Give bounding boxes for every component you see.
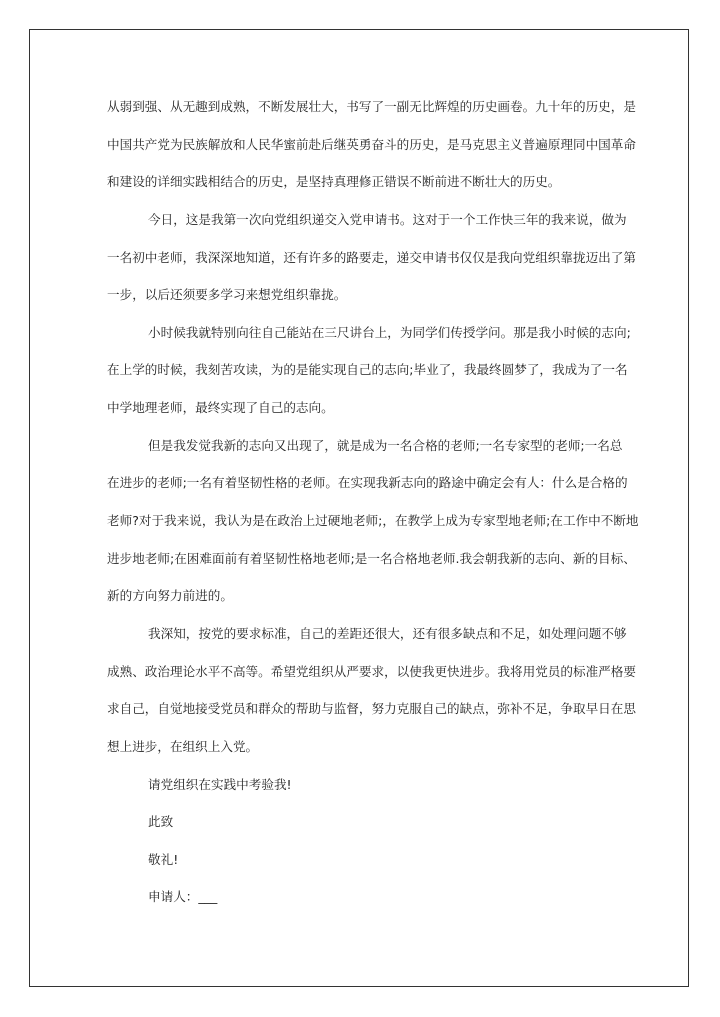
- paragraph-line: 敬礼!: [148, 851, 179, 867]
- paragraph-line: 中学地理老师，最终实现了自己的志向。: [107, 400, 334, 416]
- paragraph-line: 在进步的老师;一名有着坚韧性格的老师。在实现我新志向的路途中确定会有人：什么是合格的: [107, 475, 628, 491]
- document-body: [107, 97, 639, 925]
- paragraph-line: 我深知，按党的要求标准，自己的差距还很大，还有很多缺点和不足，如处理问题不够: [148, 625, 627, 641]
- paragraph-line: 一名初中老师，我深深地知道，还有许多的路要走，递交申请书仅仅是我向党组织靠拢迈出了第: [107, 249, 636, 265]
- paragraph-line: 成熟、政治理论水平不高等。希望党组织从严要求，以使我更快进步。我将用党员的标准严格要: [107, 663, 636, 679]
- paragraph-line: 小时候我就特别向往自己能站在三尺讲台上，为同学们传授学问。那是我小时候的志向;: [148, 324, 631, 340]
- paragraph-line: 请党组织在实践中考验我!: [148, 776, 292, 792]
- paragraph-line: 进步地老师;在困难面前有着坚韧性格地老师;是一名合格地老师.我会朝我新的志向、新的目标、: [107, 550, 636, 566]
- paragraph-line: 新的方向努力前进的。: [107, 588, 233, 604]
- paragraph-line: 在上学的时候，我刻苦攻读，为的是能实现自己的志向;毕业了，我最终圆梦了，我成为了一名: [107, 362, 628, 378]
- paragraph-line: 今日，这是我第一次向党组织递交入党申请书。这对于一个工作快三年的我来说，做为: [148, 211, 627, 227]
- paragraph-line: 但是我发觉我新的志向又出现了，就是成为一名合格的老师;一名专家型的老师;一名总: [148, 437, 623, 453]
- paragraph-line: 中国共产党为民族解放和人民华蜜前赴后继英勇奋斗的历史，是马克思主义普遍原理同中国革命: [107, 136, 636, 152]
- paragraph-line: 一步，以后还须要多学习来想党组织靠拢。: [107, 287, 347, 303]
- paragraph-line: 申请人：___: [148, 889, 218, 905]
- paragraph-line: 此致: [148, 814, 174, 830]
- paragraph-line: 求自己，自觉地接受党员和群众的帮助与监督，努力克服自己的缺点，弥补不足，争取早日在思: [107, 701, 636, 717]
- paragraph-line: 老师?对于我来说，我认为是在政治上过硬地老师;，在教学上成为专家型地老师;在工作中不断地: [107, 513, 639, 529]
- paragraph-line: 从弱到强、从无趣到成熟，不断发展壮大，书写了一副无比辉煌的历史画卷。九十年的历史，是: [107, 99, 636, 114]
- paragraph-line: 想上进步，在组织上入党。: [107, 738, 259, 754]
- paragraph-line: 和建设的详细实践相结合的历史，是坚持真理修正错误不断前进不断壮大的历史。: [107, 174, 561, 190]
